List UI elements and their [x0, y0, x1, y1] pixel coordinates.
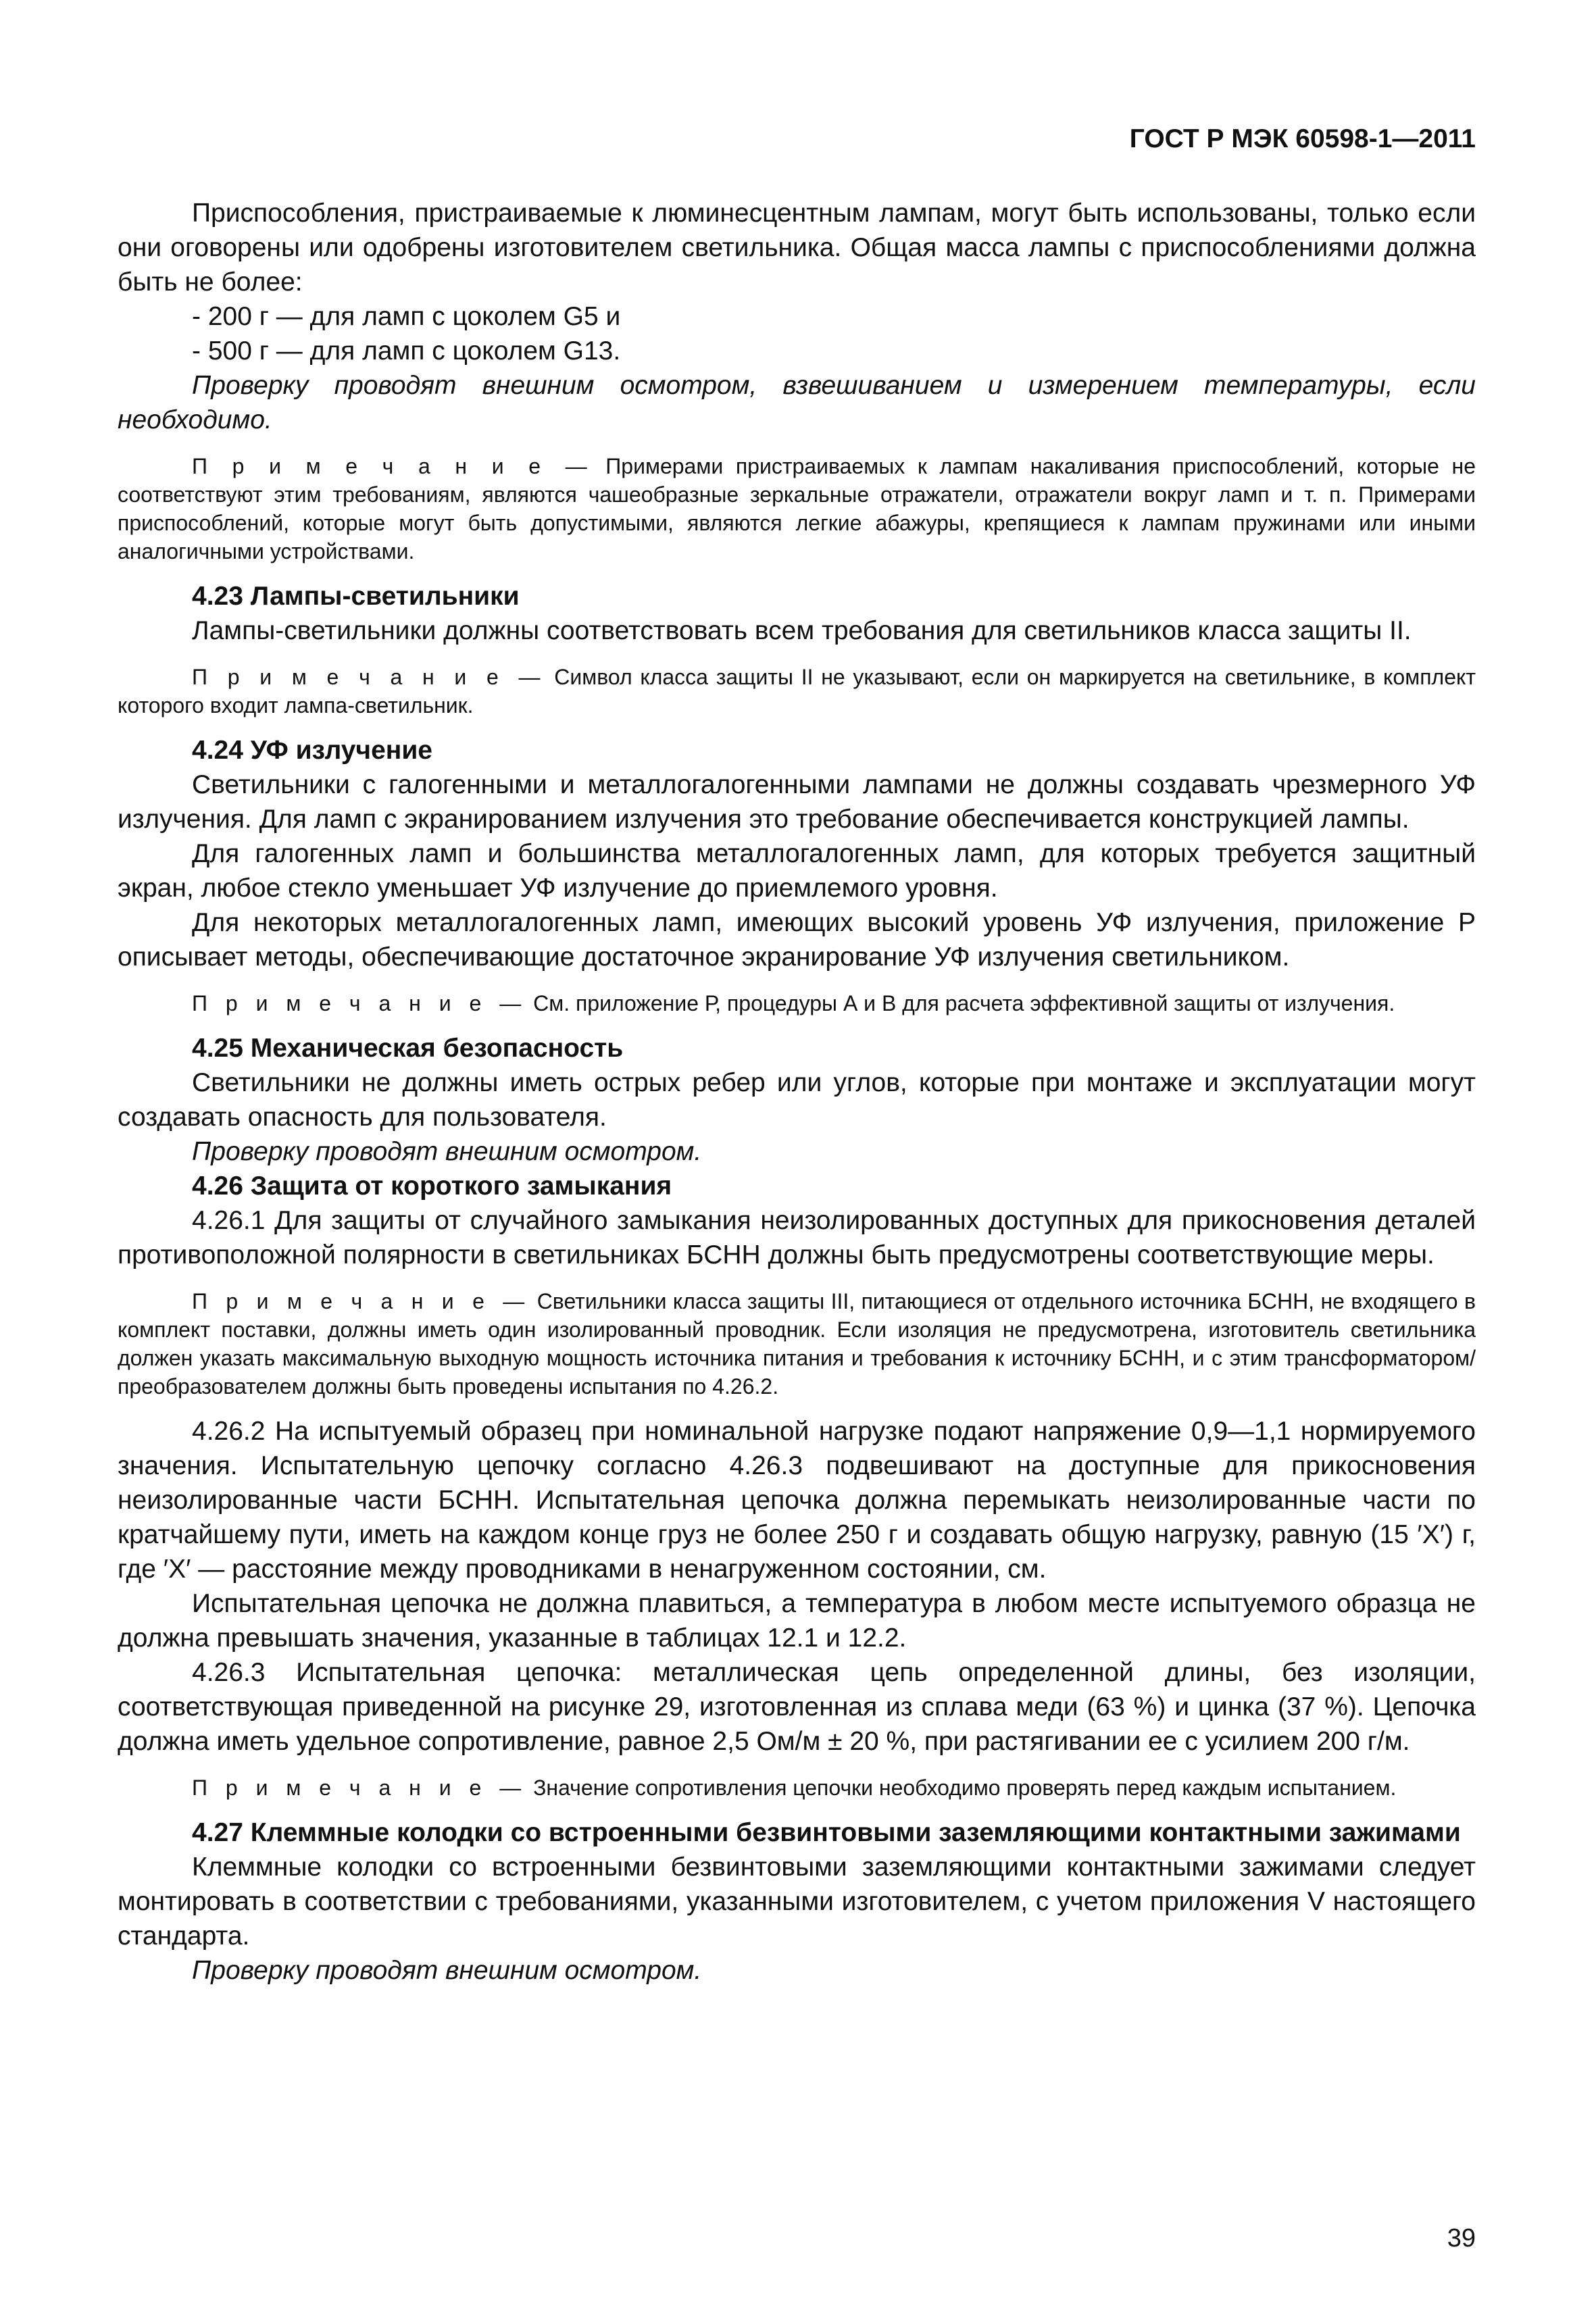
- paragraph: 4.26.2 На испытуемый образец при номинальной нагрузке подают напряжение 0,9—1,1 нормируемого значения. Испытательную цепочку согласно 4.26.3 подвешивают на доступные для прикосновения неизолированные части БСНН. Испытательная цепочка должна перемыкать неизолированные части по кратчайшему пути, иметь на каждом конце груз не более 250 г и создавать общую нагрузку, равную (15 ′X′) г, где ′X′ — расстояние между проводниками в ненагруженном состоянии, см.: [118, 1417, 1476, 1584]
- section-heading: 4.24 УФ излучение: [192, 736, 432, 765]
- note-label: П р и м е ч а н и е —: [192, 991, 528, 1015]
- list-item: - 500 г — для ламп с цоколем G13.: [192, 336, 621, 366]
- note-label: П р и м е ч а н и е —: [192, 454, 593, 478]
- note-text: Значение сопротивления цепочки необходимо проверять перед каждым испытанием.: [533, 1776, 1397, 1800]
- document-header: ГОСТ Р МЭК 60598-1—2011: [1129, 124, 1476, 153]
- note-text: См. приложение Р, процедуры А и В для расчета эффективной защиты от излучения.: [533, 991, 1395, 1015]
- page-number: 39: [1447, 2224, 1476, 2253]
- check-paragraph: Проверку проводят внешним осмотром.: [192, 1137, 702, 1166]
- check-paragraph: Проверку проводят внешним осмотром, взвешиванием и измерением температуры, если необходимо.: [118, 371, 1476, 434]
- check-paragraph: Проверку проводят внешним осмотром.: [192, 1956, 702, 1985]
- paragraph: Приспособления, пристраиваемые к люминесцентным лампам, могут быть использованы, только если они оговорены или одобрены изготовителем светильника. Общая масса лампы с приспособлениями должна быть не более:: [118, 199, 1476, 297]
- note: [118, 663, 1476, 720]
- note: [118, 1774, 1476, 1802]
- note: [118, 989, 1476, 1017]
- note-text: Светильники класса защиты III, питающиеся от отдельного источника БСНН, не входящего в комплект поставки, должны иметь один изолированный проводник. Если изоляция не предусмотрена, изготовитель светильника должен указать максимальную выходную мощность источника питания и требования к источнику БСНН, и с этим трансформатором/преобразователем должны быть проведены испытания по 4.26.2.: [118, 1289, 1476, 1399]
- note-text: Примерами пристраиваемых к лампам накаливания приспособлений, которые не соответствуют этим требованиям, являются чашеобразные зеркальные отражатели, отражатели вокруг ламп и т. п. Примерами приспособлений, которые могут быть допустимыми, являются легкие абажуры, крепящиеся к лампам пружинами или иными аналогичными устройствами.: [118, 454, 1476, 563]
- paragraph: 4.26.1 Для защиты от случайного замыкания неизолированных доступных для прикосновения деталей противоположной полярности в светильниках БСНН должны быть предусмотрены соответствующие меры.: [118, 1206, 1476, 1269]
- section-heading: 4.26 Защита от короткого замыкания: [192, 1172, 672, 1201]
- paragraph: Для галогенных ламп и большинства металлогалогенных ламп, для которых требуется защитный экран, любое стекло уменьшает УФ излучение до приемлемого уровня.: [118, 839, 1476, 903]
- note-label: П р и м е ч а н и е —: [192, 1776, 528, 1800]
- paragraph: Для некоторых металлогалогенных ламп, имеющих высокий уровень УФ излучения, приложение Р описывает методы, обеспечивающие достаточное экранирование УФ излучения светильником.: [118, 908, 1476, 972]
- note-label: П р и м е ч а н и е —: [192, 665, 547, 689]
- note-text: Символ класса защиты II не указывают, если он маркируется на светильнике, в комплект которого входит лампа-светильник.: [118, 665, 1476, 718]
- note-label: П р и м е ч а н и е —: [192, 1289, 531, 1313]
- paragraph: Испытательная цепочка не должна плавиться, а температура в любом месте испытуемого образца не должна превышать значения, указанные в таблицах 12.1 и 12.2.: [118, 1589, 1476, 1653]
- paragraph: Клеммные колодки со встроенными безвинтовыми заземляющими контактными зажимами следует монтировать в соответствии с требованиями, указанными изготовителем, с учетом приложения V настоящего стандарта.: [118, 1853, 1476, 1951]
- note: [118, 452, 1476, 565]
- paragraph: Светильники с галогенными и металлогалогенными лампами не должны создавать чрезмерного УФ излучения. Для ламп с экранированием излучения это требование обеспечивается конструкцией лампы.: [118, 770, 1476, 834]
- paragraph: Светильники не должны иметь острых ребер или углов, которые при монтаже и эксплуатации могут создавать опасность для пользователя.: [118, 1068, 1476, 1132]
- paragraph: 4.26.3 Испытательная цепочка: металлическая цепь определенной длины, без изоляции, соответствующая приведенной на рисунке 29, изготовленная из сплава меди (63 %) и цинка (37 %). Цепочка должна иметь удельное сопротивление, равное 2,5 Ом/м ± 20 %, при растягивании ее с усилием 200 г/м.: [118, 1658, 1476, 1756]
- section-heading: 4.23 Лампы-светильники: [192, 582, 520, 611]
- list-item: - 200 г — для ламп с цоколем G5 и: [192, 302, 621, 331]
- page-content: [118, 196, 1476, 1988]
- note: [118, 1287, 1476, 1401]
- section-heading: 4.27 Клеммные колодки со встроенными безвинтовыми заземляющими контактными зажимами: [192, 1818, 1461, 1847]
- paragraph: Лампы-светильники должны соответствовать всем требования для светильников класса защиты II.: [192, 616, 1412, 645]
- section-heading: 4.25 Механическая безопасность: [192, 1034, 624, 1063]
